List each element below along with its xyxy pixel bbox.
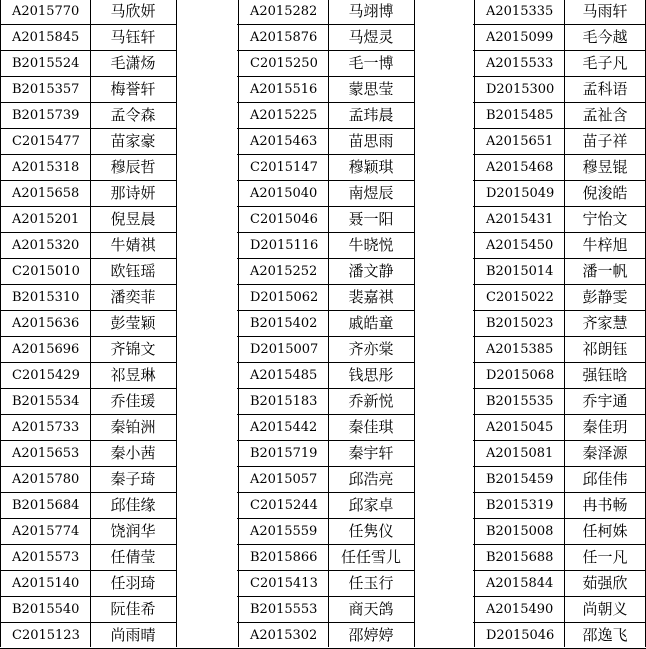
student-id-cell[interactable]: A2015140	[12, 576, 80, 591]
student-name-cell[interactable]: 牛婧祺	[110, 236, 156, 254]
student-id-cell[interactable]: D2015049	[486, 186, 555, 201]
table-row	[0, 363, 646, 389]
student-name-cell[interactable]: 任柯姝	[582, 522, 628, 540]
student-id-cell[interactable]: A2015225	[250, 108, 318, 123]
student-name-cell[interactable]: 苗思雨	[348, 132, 394, 150]
student-name-cell[interactable]: 任任雪儿	[340, 548, 401, 566]
student-name-cell[interactable]: 孟祉含	[582, 106, 628, 124]
student-name-cell[interactable]: 穆颖琪	[348, 158, 394, 176]
student-id-cell[interactable]: B2015866	[250, 550, 318, 565]
student-id-cell[interactable]: A2015533	[486, 56, 554, 71]
student-id-cell[interactable]: A2015876	[250, 30, 318, 45]
student-name-cell[interactable]: 任隽仪	[348, 522, 394, 540]
student-id-cell[interactable]: A2015651	[486, 134, 554, 149]
grid-line	[564, 0, 565, 647]
student-id-cell[interactable]: D2015300	[486, 82, 555, 97]
student-id-cell[interactable]: B2015183	[250, 394, 318, 409]
student-name-cell[interactable]: 倪昱晨	[110, 210, 156, 228]
student-name-cell[interactable]: 秦宇轩	[348, 444, 394, 462]
student-id-cell[interactable]: A2015653	[12, 446, 80, 461]
student-id-cell[interactable]: A2015335	[486, 4, 554, 19]
student-name-cell[interactable]: 马钰轩	[110, 28, 156, 46]
student-id-cell[interactable]: B2015688	[486, 550, 554, 565]
student-name-cell[interactable]: 穆昱锟	[582, 158, 628, 176]
table-row	[0, 441, 646, 467]
student-name-cell[interactable]: 任玉行	[348, 574, 394, 592]
student-name-cell[interactable]: 潘一帆	[582, 262, 628, 280]
student-name-cell[interactable]: 邵逸飞	[582, 626, 628, 644]
student-name-cell[interactable]: 彭静雯	[582, 288, 628, 306]
table-row	[0, 389, 646, 415]
student-name-cell[interactable]: 商天鸽	[348, 600, 394, 618]
grid-line	[0, 0, 1, 647]
student-name-cell[interactable]: 马翊博	[348, 2, 394, 20]
table-row	[0, 51, 646, 77]
table-row	[0, 493, 646, 519]
table-row	[0, 181, 646, 207]
student-name-cell[interactable]: 钱思彤	[348, 366, 394, 384]
table-row	[0, 311, 646, 337]
student-id-cell[interactable]: D2015116	[250, 238, 319, 253]
student-name-cell[interactable]: 秦佳玥	[582, 418, 628, 436]
student-name-cell[interactable]: 秦小茜	[110, 444, 156, 462]
student-id-cell[interactable]: C2015123	[12, 628, 80, 643]
student-id-cell[interactable]: C2015010	[12, 264, 80, 279]
student-id-cell[interactable]: A2015252	[250, 264, 318, 279]
student-name-cell[interactable]: 裴嘉祺	[348, 288, 394, 306]
table-row	[0, 467, 646, 493]
student-name-cell[interactable]: 苗家豪	[110, 132, 156, 150]
student-name-cell[interactable]: 尚雨晴	[110, 626, 156, 644]
table-row	[0, 25, 646, 51]
student-id-cell[interactable]: A2015081	[486, 446, 554, 461]
student-id-cell[interactable]: A2015490	[486, 602, 554, 617]
student-name-cell[interactable]: 邱佳缘	[110, 496, 156, 514]
student-id-cell[interactable]: C2015477	[12, 134, 80, 149]
student-id-cell[interactable]: B2015485	[486, 108, 554, 123]
student-id-cell[interactable]: C2015250	[250, 56, 318, 71]
student-id-cell[interactable]: A2015774	[12, 524, 80, 539]
student-name-cell[interactable]: 蒙思莹	[348, 80, 394, 98]
student-id-cell[interactable]: A2015468	[486, 160, 554, 175]
student-name-cell[interactable]: 任羽琦	[110, 574, 156, 592]
student-name-cell[interactable]: 毛今越	[582, 28, 628, 46]
student-id-cell[interactable]: A2015302	[250, 628, 318, 643]
student-name-cell[interactable]: 马欣妍	[110, 2, 156, 20]
student-id-cell[interactable]: D2015062	[250, 290, 319, 305]
table-row	[0, 415, 646, 441]
student-id-cell[interactable]: C2015429	[12, 368, 80, 383]
table-row	[0, 103, 646, 129]
student-name-cell[interactable]: 戚皓童	[348, 314, 394, 332]
student-name-cell[interactable]: 毛子凡	[582, 54, 628, 72]
student-id-cell[interactable]: C2015413	[250, 576, 318, 591]
grid-line	[414, 0, 415, 647]
student-id-cell[interactable]: B2015540	[12, 602, 80, 617]
student-id-cell[interactable]: A2015045	[486, 420, 554, 435]
grid-line	[238, 0, 239, 647]
student-id-cell[interactable]: B2015524	[12, 56, 80, 71]
table-row	[0, 285, 646, 311]
table-row	[0, 233, 646, 259]
student-name-cell[interactable]: 尚朝义	[582, 600, 628, 618]
student-id-cell[interactable]: C2015046	[250, 212, 318, 227]
student-id-cell[interactable]: A2015780	[12, 472, 80, 487]
student-name-cell[interactable]: 秦佳琪	[348, 418, 394, 436]
student-name-cell[interactable]: 乔佳瑗	[110, 392, 156, 410]
student-id-cell[interactable]: A2015318	[12, 160, 80, 175]
student-name-cell[interactable]: 邱佳伟	[582, 470, 628, 488]
student-name-cell[interactable]: 茹强欣	[582, 574, 628, 592]
student-id-cell[interactable]: A2015844	[486, 576, 554, 591]
student-name-cell[interactable]: 孟令森	[110, 106, 156, 124]
table-row	[0, 337, 646, 363]
student-name-cell[interactable]: 邵婷婷	[348, 626, 394, 644]
student-id-cell[interactable]: B2015684	[12, 498, 80, 513]
student-id-cell[interactable]: A2015099	[486, 30, 554, 45]
student-id-cell[interactable]: B2015739	[12, 108, 80, 123]
student-name-cell[interactable]: 饶润华	[110, 522, 156, 540]
student-name-cell[interactable]: 聂一阳	[348, 210, 394, 228]
student-id-cell[interactable]: A2015040	[250, 186, 318, 201]
student-id-cell[interactable]: A2015201	[12, 212, 80, 227]
student-name-cell[interactable]: 梅誉轩	[110, 80, 156, 98]
student-name-cell[interactable]: 孟玮晨	[348, 106, 394, 124]
student-id-cell[interactable]: A2015733	[12, 420, 80, 435]
student-id-cell[interactable]: B2015014	[486, 264, 554, 279]
student-name-cell[interactable]: 秦子琦	[110, 470, 156, 488]
student-name-cell[interactable]: 孟科语	[582, 80, 628, 98]
student-name-cell[interactable]: 苗子祥	[582, 132, 628, 150]
student-name-cell[interactable]: 冉书畅	[582, 496, 628, 514]
student-name-cell[interactable]: 乔新悦	[348, 392, 394, 410]
student-name-cell[interactable]: 那诗妍	[110, 184, 156, 202]
table-row	[0, 207, 646, 233]
student-id-cell[interactable]: A2015450	[486, 238, 554, 253]
student-id-cell[interactable]: A2015696	[12, 342, 80, 357]
student-id-cell[interactable]: A2015636	[12, 316, 80, 331]
column-gap	[177, 0, 237, 647]
student-name-cell[interactable]: 宁怡文	[582, 210, 628, 228]
student-name-cell[interactable]: 毛潇炀	[110, 54, 156, 72]
student-name-cell[interactable]: 祁昱琳	[110, 366, 156, 384]
student-id-cell[interactable]: D2015046	[486, 628, 555, 643]
student-id-cell[interactable]: B2015310	[12, 290, 80, 305]
table-row	[0, 0, 646, 25]
student-name-cell[interactable]: 彭莹颖	[110, 314, 156, 332]
student-name-cell[interactable]: 任倩莹	[110, 548, 156, 566]
table-row	[0, 77, 646, 103]
grid-line	[90, 0, 91, 647]
student-name-cell[interactable]: 邱家卓	[348, 496, 394, 514]
student-name-cell[interactable]: 穆辰哲	[110, 158, 156, 176]
student-id-cell[interactable]: D2015068	[486, 368, 555, 383]
student-id-cell[interactable]: A2015385	[486, 342, 554, 357]
student-name-cell[interactable]: 南煜辰	[348, 184, 394, 202]
student-name-cell[interactable]: 马煜灵	[348, 28, 394, 46]
table-row	[0, 545, 646, 571]
student-id-cell[interactable]: C2015022	[486, 290, 554, 305]
student-name-cell[interactable]: 强钰晗	[582, 366, 628, 384]
grid-line	[328, 0, 329, 647]
student-id-cell[interactable]: A2015442	[250, 420, 318, 435]
student-name-cell[interactable]: 倪浚皓	[582, 184, 628, 202]
student-name-cell[interactable]: 潘奕菲	[110, 288, 156, 306]
table-row	[0, 571, 646, 597]
student-name-cell[interactable]: 欧钰瑶	[110, 262, 156, 280]
student-id-cell[interactable]: B2015402	[250, 316, 318, 331]
student-id-cell[interactable]: B2015459	[486, 472, 554, 487]
student-name-cell[interactable]: 马雨轩	[582, 2, 628, 20]
table-row	[0, 259, 646, 285]
student-id-cell[interactable]: B2015553	[250, 602, 318, 617]
grid-line	[474, 0, 475, 647]
student-id-cell[interactable]: B2015023	[486, 316, 554, 331]
student-id-cell[interactable]: A2015057	[250, 472, 318, 487]
student-name-cell[interactable]: 秦泽源	[582, 444, 628, 462]
student-id-cell[interactable]: A2015463	[250, 134, 318, 149]
student-id-cell[interactable]: B2015719	[250, 446, 318, 461]
student-name-cell[interactable]: 齐锦文	[110, 340, 156, 358]
student-name-cell[interactable]: 阮佳希	[110, 600, 156, 618]
table-row	[0, 129, 646, 155]
table-row	[0, 519, 646, 545]
table-row	[0, 155, 646, 181]
student-name-cell[interactable]: 秦铂洲	[110, 418, 156, 436]
student-id-cell[interactable]: C2015244	[250, 498, 318, 513]
table-row	[0, 623, 646, 649]
student-id-cell[interactable]: B2015357	[12, 82, 80, 97]
student-id-cell[interactable]: A2015573	[12, 550, 80, 565]
column-gap	[415, 0, 473, 647]
student-id-cell[interactable]: A2015320	[12, 238, 80, 253]
student-name-cell[interactable]: 潘文静	[348, 262, 394, 280]
student-id-cell[interactable]: B2015535	[486, 394, 554, 409]
table-row	[0, 597, 646, 623]
student-name-cell[interactable]: 祁朗钰	[582, 340, 628, 358]
student-id-cell[interactable]: A2015485	[250, 368, 318, 383]
student-name-cell[interactable]: 任一凡	[582, 548, 628, 566]
student-name-cell[interactable]: 毛一博	[348, 54, 394, 72]
student-id-cell[interactable]: A2015516	[250, 82, 318, 97]
student-id-cell[interactable]: A2015845	[12, 30, 80, 45]
student-id-cell[interactable]: C2015147	[250, 160, 318, 175]
student-id-cell[interactable]: A2015770	[12, 4, 80, 19]
student-id-cell[interactable]: A2015559	[250, 524, 318, 539]
student-name-cell[interactable]: 牛晓悦	[348, 236, 394, 254]
student-name-cell[interactable]: 齐家慧	[582, 314, 628, 332]
grid-line	[176, 0, 177, 647]
student-id-cell[interactable]: D2015007	[250, 342, 319, 357]
student-name-cell[interactable]: 乔宇通	[582, 392, 628, 410]
student-name-cell[interactable]: 齐亦棠	[348, 340, 394, 358]
student-id-cell[interactable]: A2015282	[250, 4, 318, 19]
student-name-cell[interactable]: 邱浩亮	[348, 470, 394, 488]
student-id-cell[interactable]: B2015319	[486, 498, 554, 513]
student-name-cell[interactable]: 牛梓旭	[582, 236, 628, 254]
student-id-cell[interactable]: A2015658	[12, 186, 80, 201]
student-id-cell[interactable]: B2015008	[486, 524, 554, 539]
student-id-cell[interactable]: A2015431	[486, 212, 554, 227]
student-id-cell[interactable]: B2015534	[12, 394, 80, 409]
